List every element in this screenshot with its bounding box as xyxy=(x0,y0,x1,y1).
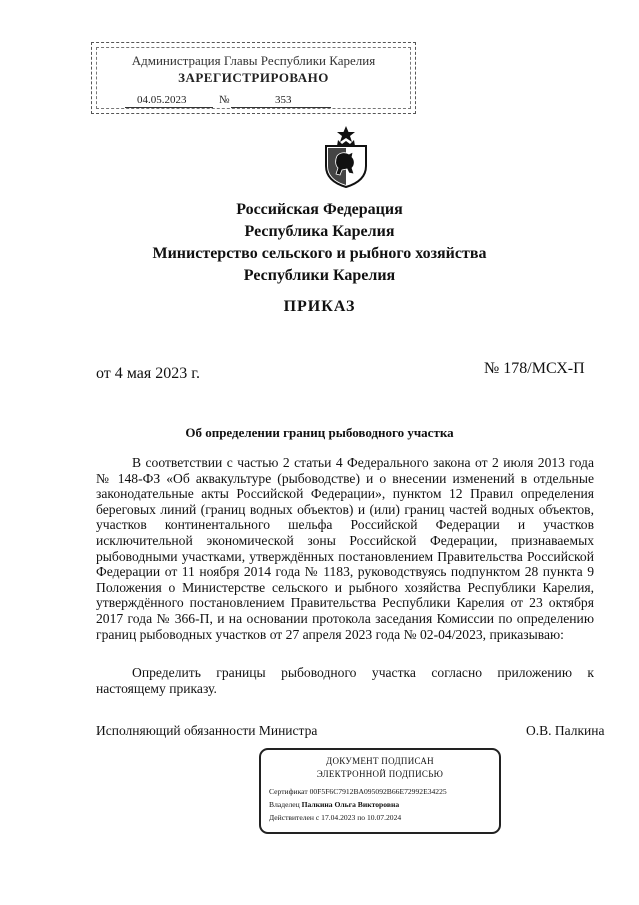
esig-valid-from: 17.04.2023 xyxy=(321,813,356,822)
header-ministry-republic: Республики Карелия xyxy=(243,267,396,284)
esig-validity-row xyxy=(269,813,401,822)
registration-date: 04.05.2023 xyxy=(137,94,187,106)
registration-status: ЗАРЕГИСТРИРОВАНО xyxy=(178,70,329,85)
registration-date-underline xyxy=(125,107,213,108)
order-number: № 178/МСХ-П xyxy=(484,360,585,377)
registration-stamp-inner-border xyxy=(96,47,411,109)
esig-cert-label: Сертификат xyxy=(269,787,308,796)
esig-cert-value: 00F5F6C7912BA095092B66E72992E34225 xyxy=(309,787,447,796)
esig-owner-value: Палкина Ольга Викторовна xyxy=(301,800,400,809)
registration-number-label: № xyxy=(219,94,230,106)
electronic-signature-stamp xyxy=(259,748,501,834)
header-republic: Республика Карелия xyxy=(244,223,395,240)
order-resolution-text: Определить границы рыбоводного участка согласно приложению к настоящему приказу. xyxy=(96,665,594,696)
esig-valid-to-label: по xyxy=(357,813,366,822)
order-subject: Об определении границ рыбоводного участка xyxy=(185,425,454,440)
header-ministry: Министерство сельского и рыбного хозяйства xyxy=(152,245,487,262)
signer-role: Исполняющий обязанности Министра xyxy=(96,723,318,738)
registration-stamp xyxy=(91,42,416,114)
order-body-text: В соответствии с частью 2 статьи 4 Федерального закона от 2 июля 2013 года № 148-ФЗ «Об аквакультуре (рыбоводстве) и о внесении изменений в отдельные законодательные акты Российской Федерации», пунктом 12 Правил определения береговых линий (границ водных объектов) и (или) границ частей водных объектов, участков континентального шельфа Российской Федерации и участков исключительной экономической зоны Российской Федерации, признаваемых рыбоводными участками, утверждённых постановлением Правительства Российской Федерации от 11 ноября 2014 года № 1183, руководствуясь подпунктом 28 пункта 9 Положения о Министерстве сельского и рыбного хозяйства Республики Карелия, утверждённого постановлением Правительства Республики Карелия от 23 октября 2017 года № 366-П, и на основании протокола заседания Комиссии по определению границ рыбоводных участков от 27 апреля 2023 года № 02-04/2023, приказываю: xyxy=(96,455,594,642)
order-title: ПРИКАЗ xyxy=(283,298,356,315)
order-date: от 4 мая 2023 г. xyxy=(96,365,201,382)
registration-authority: Администрация Главы Республики Карелия xyxy=(131,53,376,68)
coat-of-arms-icon xyxy=(322,126,370,188)
esig-owner-row xyxy=(269,800,399,809)
header-country: Российская Федерация xyxy=(236,201,403,218)
esig-owner-label: Владелец xyxy=(269,800,300,809)
esig-certificate-row xyxy=(269,787,447,796)
esig-title-line2: ЭЛЕКТРОННОЙ ПОДПИСЬЮ xyxy=(316,769,444,779)
registration-number: 353 xyxy=(275,94,292,106)
esig-valid-to: 10.07.2024 xyxy=(367,813,402,822)
esig-title-line1: ДОКУМЕНТ ПОДПИСАН xyxy=(326,756,434,766)
esig-valid-label: Действителен с xyxy=(269,813,320,822)
registration-number-underline xyxy=(231,107,331,108)
signer-name: О.В. Палкина xyxy=(526,723,605,738)
